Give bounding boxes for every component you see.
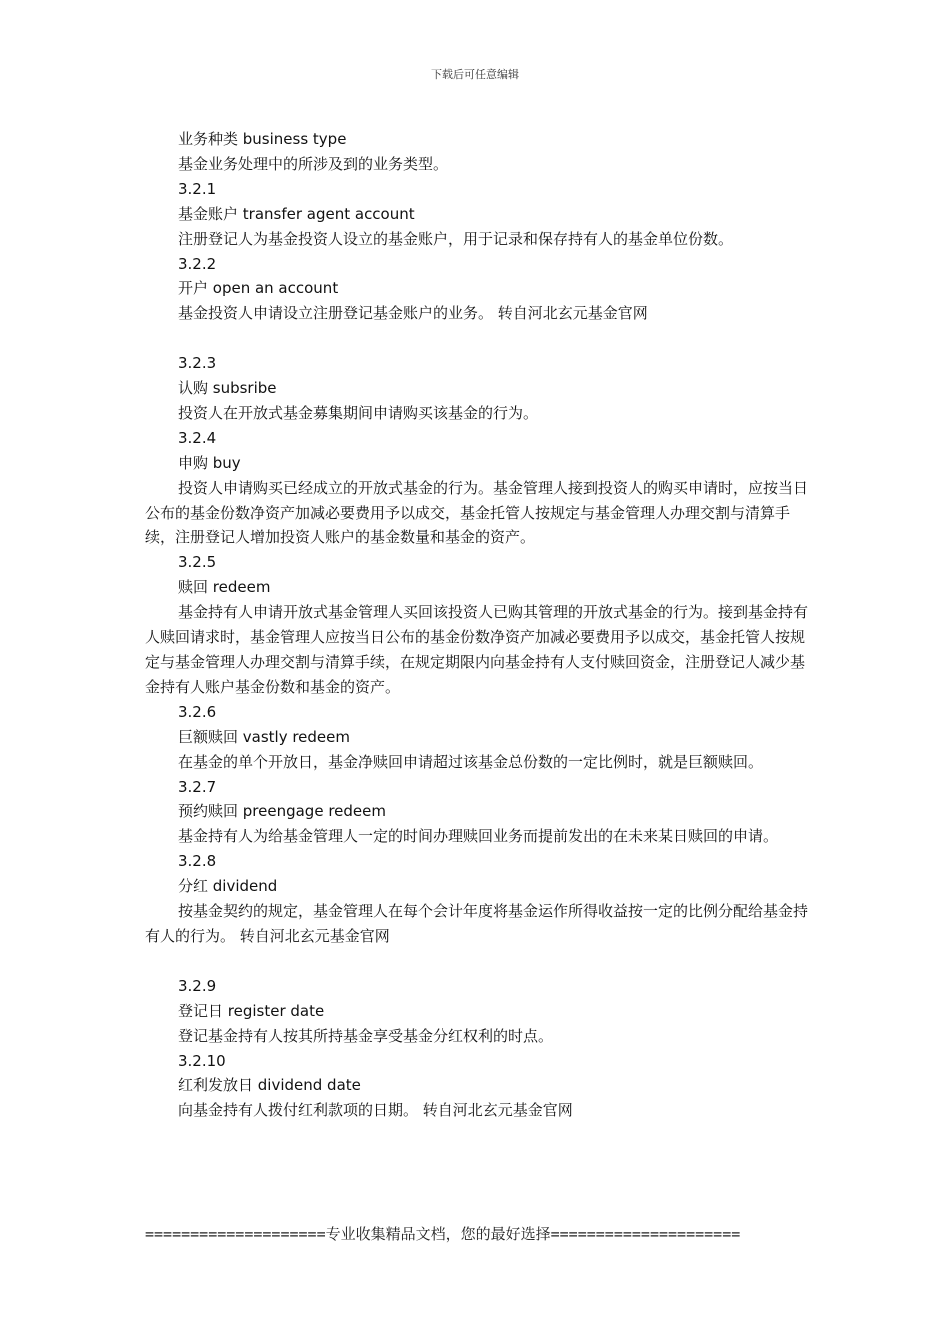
term-title: 业务种类 business type (178, 130, 347, 148)
section-number: 3.2.6 (178, 702, 217, 721)
term-definition: 登记基金持有人按其所持基金享受基金分红权利的时点。 (178, 1026, 554, 1045)
term-definition: 基金投资人申请设立注册登记基金账户的业务。 转自河北玄元基金官网 (178, 304, 648, 323)
page-header: 下载后可任意编辑 (431, 68, 519, 81)
term-definition: 向基金持有人拨付红利款项的日期。 转自河北玄元基金官网 (178, 1101, 573, 1120)
section-number: 3.2.9 (178, 976, 217, 995)
section-number: 3.2.2 (178, 254, 217, 273)
document-body (145, 127, 810, 1123)
section-number: 3.2.5 (178, 553, 217, 572)
term-title: 红利发放日 dividend date (178, 1076, 361, 1095)
section-number: 3.2.3 (178, 354, 217, 373)
page-footer: ====================专业收集精品文档，您的最好选择===================== (145, 1225, 741, 1243)
term-definition: 基金持有人申请开放式基金管理人买回该投资人已购其管理的开放式基金的行为。接到基金持有人赎回请求时，基金管理人应按当日公布的基金份数净资产加减必要费用予以成交，基金托管人按规定与基金管理人办理交割与清算手续，在规定期限内向基金持有人支付赎回资金，注册登记人减少基金持有人账户基金份数和基金的资产。 (145, 603, 809, 696)
section-number: 3.2.4 (178, 428, 217, 447)
term-title: 赎回 redeem (178, 578, 271, 597)
term-title: 开户 open an account (178, 279, 339, 298)
section-number: 3.2.10 (178, 1051, 226, 1070)
blank-line (145, 949, 810, 974)
term-title: 预约赎回 preengage redeem (178, 802, 386, 821)
term-title: 巨额赎回 vastly redeem (178, 727, 351, 746)
term-definition: 基金业务处理中的所涉及到的业务类型。 (178, 154, 449, 173)
term-definition: 投资人申请购买已经成立的开放式基金的行为。基金管理人接到投资人的购买申请时，应按当日公布的基金份数净资产加减必要费用予以成交，基金托管人按规定与基金管理人办理交割与清算手续，注册登记人增加投资人账户的基金数量和基金的资产。 (145, 478, 809, 547)
section-number: 3.2.8 (178, 852, 217, 871)
term-title: 基金账户 transfer agent account (178, 204, 415, 223)
blank-line (145, 326, 810, 351)
term-definition: 在基金的单个开放日，基金净赎回申请超过该基金总份数的一定比例时，就是巨额赎回。 (178, 752, 764, 771)
term-definition: 注册登记人为基金投资人设立的基金账户，用于记录和保存持有人的基金单位份数。 (178, 229, 734, 248)
term-title: 分红 dividend (178, 877, 278, 896)
section-number: 3.2.1 (178, 179, 217, 198)
term-title: 认购 subsribe (178, 379, 277, 398)
term-definition: 基金持有人为给基金管理人一定的时间办理赎回业务而提前发出的在未来某日赎回的申请。 (178, 827, 779, 846)
term-title: 申购 buy (178, 453, 241, 472)
term-definition: 投资人在开放式基金募集期间申请购买该基金的行为。 (178, 403, 539, 422)
term-title: 登记日 register date (178, 1001, 325, 1020)
term-definition: 按基金契约的规定，基金管理人在每个会计年度将基金运作所得收益按一定的比例分配给基金持有人的行为。 转自河北玄元基金官网 (145, 902, 809, 945)
section-number: 3.2.7 (178, 777, 217, 796)
